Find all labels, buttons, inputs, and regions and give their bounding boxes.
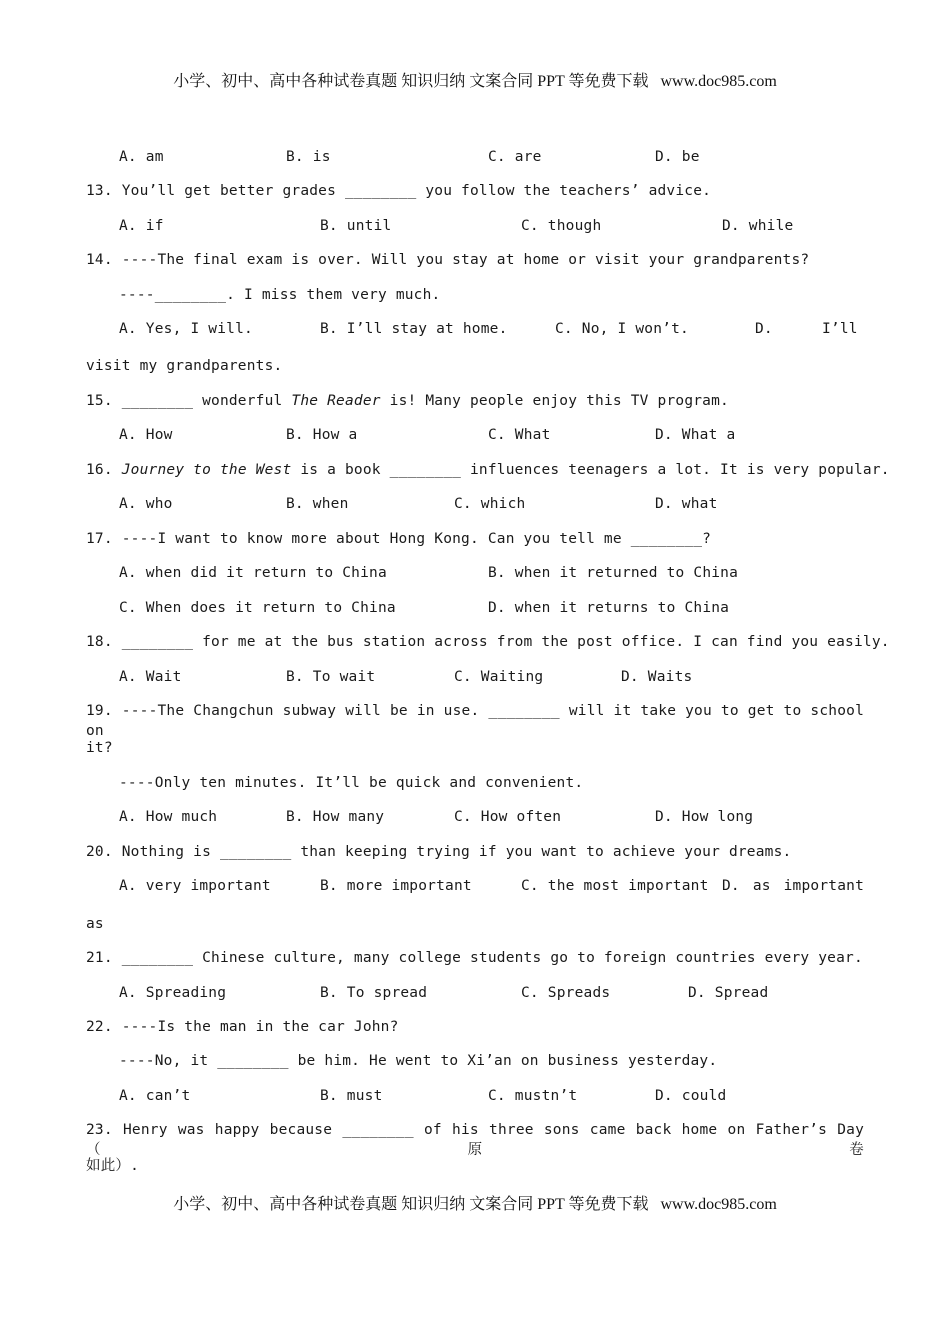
q22-option-d[interactable]: D. could (655, 1088, 727, 1104)
q22-option-c[interactable]: C. mustn’t (488, 1088, 578, 1104)
q20-text: 20. Nothing is ________ than keeping trying if you want to achieve your dreams. (86, 844, 792, 860)
page-footer: 小学、初中、高中各种试卷真题 知识归纳 文案合同 PPT 等免费下载 www.doc985.com (173, 1196, 777, 1213)
q20-option-a[interactable]: A. very important (119, 878, 271, 894)
q21-options (0, 983, 950, 1003)
q18-option-d[interactable]: D. Waits (621, 669, 693, 685)
q17-option-a[interactable]: A. when did it return to China (119, 565, 387, 581)
q14-option-b[interactable]: B. I’ll stay at home. (320, 321, 508, 337)
q23-question-continued: 如此）. (86, 1158, 140, 1174)
q14-options (0, 319, 950, 339)
q17-options-row2 (0, 598, 950, 618)
q14-option-c[interactable]: C. No, I won’t. (555, 321, 689, 337)
q16-option-b[interactable]: B. when (286, 496, 349, 512)
q16-option-d[interactable]: D. what (655, 496, 718, 512)
q14-option-d-letter[interactable]: D. (755, 321, 773, 337)
q15-option-a[interactable]: A. How (119, 427, 173, 443)
q16-option-c[interactable]: C. which (454, 496, 526, 512)
q21-option-c[interactable]: C. Spreads (521, 985, 611, 1001)
q13-text: 13. You’ll get better grades ________ you follow the teachers’ advice. (86, 183, 712, 199)
q15-text (86, 391, 729, 411)
q22-response: ----No, it ________ be him. He went to Xi’an on business yesterday. (119, 1053, 718, 1069)
q14-question: 14. ----The final exam is over. Will you stay at home or visit your grandparents? (86, 252, 810, 268)
q22-option-a[interactable]: A. can’t (119, 1088, 191, 1104)
q18-text: 18. ________ for me at the bus station across from the post office. I can find you easily. (86, 634, 890, 650)
q21-option-b[interactable]: B. To spread (320, 985, 428, 1001)
q15-option-b[interactable]: B. How a (286, 427, 358, 443)
q18-option-c[interactable]: C. Waiting (454, 669, 544, 685)
q22-option-b[interactable]: B. must (320, 1088, 383, 1104)
q20-options (0, 876, 950, 896)
q19-response: ----Only ten minutes. It’ll be quick and convenient. (119, 775, 584, 791)
q19-option-b[interactable]: B. How many (286, 809, 385, 825)
q20-option-c[interactable]: C. the most important (521, 878, 709, 894)
q15-lead: 15. ________ wonderful (86, 393, 292, 409)
q18-options (0, 667, 950, 687)
q13-option-c[interactable]: C. though (521, 218, 602, 234)
q19-option-c[interactable]: C. How often (454, 809, 562, 825)
q20-option-d[interactable]: D. as important (722, 878, 864, 894)
q12-option-d[interactable]: D. be (655, 149, 700, 165)
q12-option-b[interactable]: B. is (286, 149, 331, 165)
q15-option-d[interactable]: D. What a (655, 427, 736, 443)
q22-options (0, 1086, 950, 1106)
q14-option-d-text[interactable]: I’ll (822, 321, 858, 337)
q19-option-d[interactable]: D. How long (655, 809, 754, 825)
q13-option-a[interactable]: A. if (119, 218, 164, 234)
q17-text: 17. ----I want to know more about Hong Kong. Can you tell me ________? (86, 531, 712, 547)
q14-option-d-continued: visit my grandparents. (86, 358, 283, 374)
q15-rest: is! Many people enjoy this TV program. (380, 393, 729, 409)
q12-option-c[interactable]: C. are (488, 149, 542, 165)
q22-question: 22. ----Is the man in the car John? (86, 1019, 399, 1035)
q15-title: The Reader (291, 393, 381, 409)
q17-options-row1 (0, 563, 950, 583)
q19-options (0, 807, 950, 827)
q21-option-d[interactable]: D. Spread (688, 985, 769, 1001)
q13-option-b[interactable]: B. until (320, 218, 392, 234)
q17-option-c[interactable]: C. When does it return to China (119, 600, 396, 616)
q16-option-a[interactable]: A. who (119, 496, 173, 512)
q20-option-b[interactable]: B. more important (320, 878, 472, 894)
q18-option-a[interactable]: A. Wait (119, 669, 182, 685)
q12-option-a[interactable]: A. am (119, 149, 164, 165)
q16-options (0, 494, 950, 514)
q17-option-b[interactable]: B. when it returned to China (488, 565, 739, 581)
q12-options (0, 147, 950, 167)
q19-question: 19. ----The Changchun subway will be in use. ________ will it take you to get to school on (86, 703, 864, 739)
q14-option-a[interactable]: A. Yes, I will. (119, 321, 253, 337)
q19-question-continued: it? (86, 740, 113, 756)
q18-option-b[interactable]: B. To wait (286, 669, 376, 685)
q13-options (0, 216, 950, 236)
q16-rest: is a book ________ influences teenagers a lot. It is very popular. (291, 462, 890, 478)
q23-question: 23. Henry was happy because ________ of his three sons came back home on Father’s Day（原卷 (86, 1122, 864, 1158)
q16-text (86, 460, 890, 480)
q15-options (0, 425, 950, 445)
q20-option-d-continued: as (86, 916, 104, 932)
q21-option-a[interactable]: A. Spreading (119, 985, 227, 1001)
q19-option-a[interactable]: A. How much (119, 809, 218, 825)
q16-title: Journey to the West (121, 462, 292, 478)
q14-response: ----________. I miss them very much. (119, 287, 441, 303)
q17-option-d[interactable]: D. when it returns to China (488, 600, 730, 616)
q16-lead: 16. (86, 462, 122, 478)
q21-text: 21. ________ Chinese culture, many college students go to foreign countries every year. (86, 950, 863, 966)
q15-option-c[interactable]: C. What (488, 427, 551, 443)
page-header: 小学、初中、高中各种试卷真题 知识归纳 文案合同 PPT 等免费下载 www.doc985.com (173, 73, 777, 90)
q13-option-d[interactable]: D. while (722, 218, 794, 234)
